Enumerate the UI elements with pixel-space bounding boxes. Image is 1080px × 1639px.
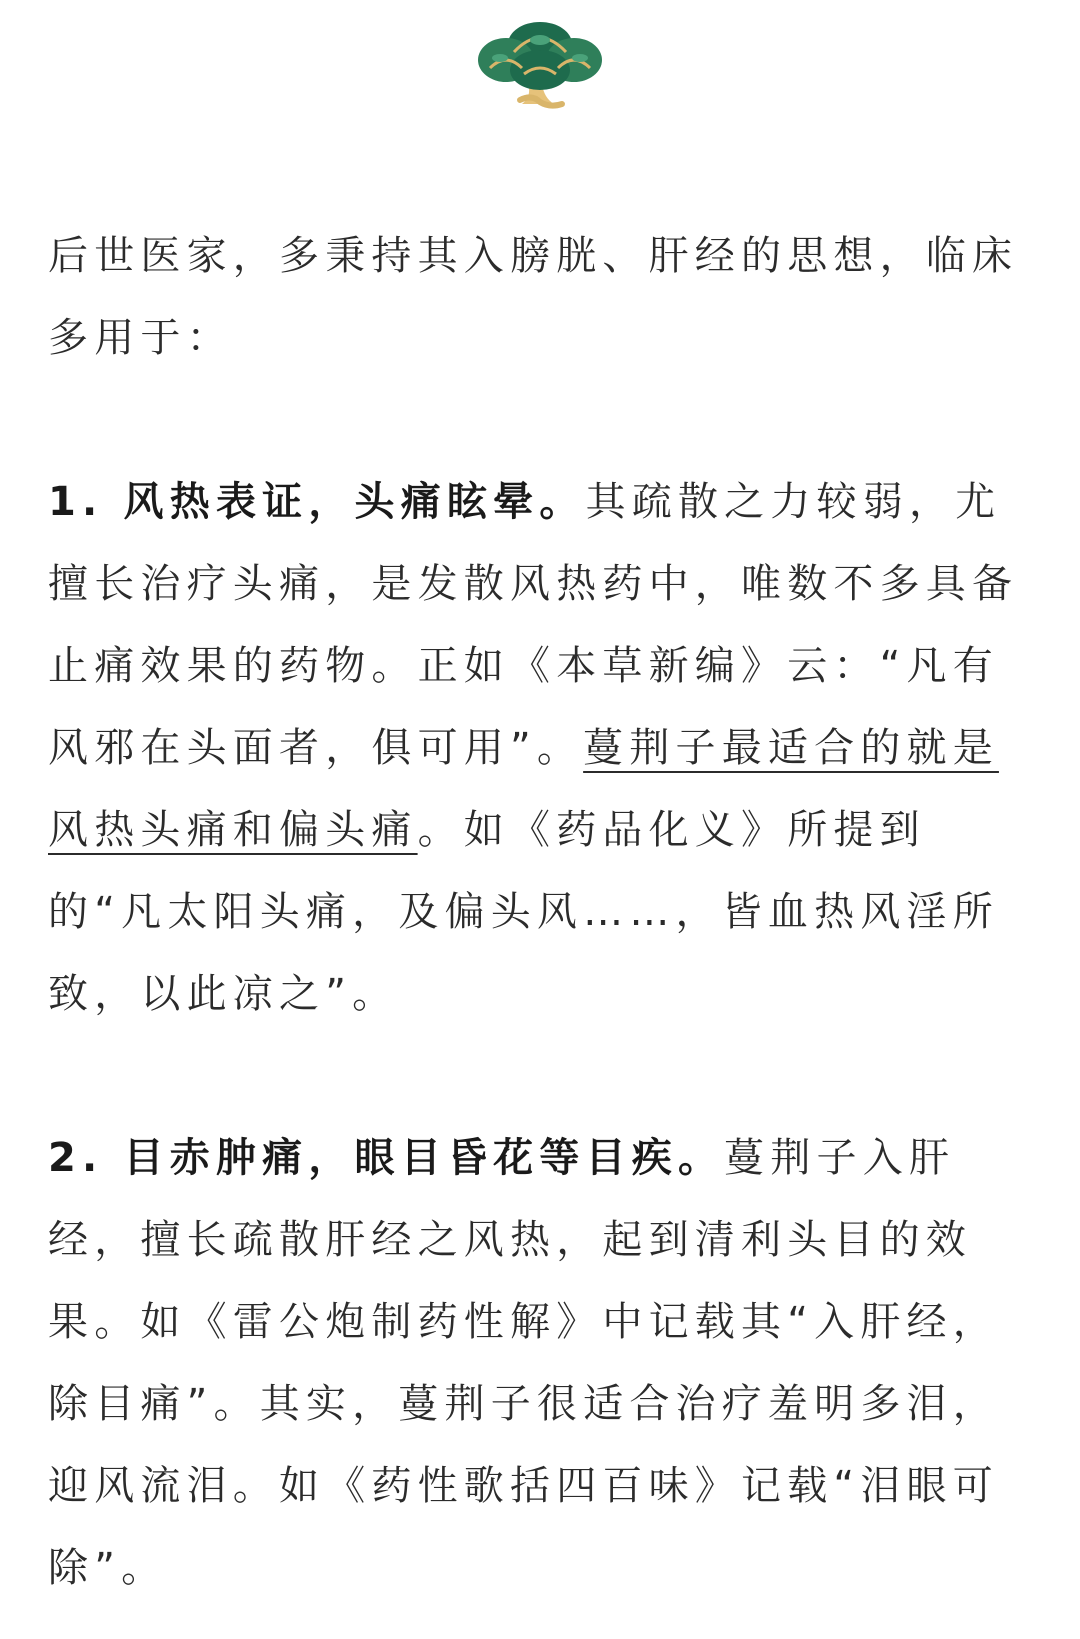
pine-tree-icon	[470, 14, 610, 114]
section-1-paragraph	[48, 461, 1038, 1035]
intro-text: 后世医家，多秉持其入膀胱、肝经的思想，临床多用于：	[48, 233, 1019, 361]
pine-tree-logo	[470, 14, 610, 114]
section-2-text: 蔓荆子入肝经，擅长疏散肝经之风热，起到清利头目的效果。如《雷公炮制药性解》中记载其“入肝经，除目痛”。其实，蔓荆子很适合治疗羞明多泪，迎风流泪。如《药性歌括四百味》记载“泪眼可除”。	[48, 1135, 999, 1591]
paragraph-spacer	[48, 379, 1038, 461]
article-body	[48, 215, 1038, 1609]
section-1-text: 其疏散之力较弱，尤擅长治疗头痛，是发散风热药中，唯数不多具备止痛效果的药物。正如《本草新编》云：“凡有风邪在头面者，俱可用”。	[48, 479, 1019, 771]
paragraph-spacer	[48, 1035, 1038, 1117]
section-1-heading: 1. 风热表证，头痛眩晕。	[48, 479, 586, 525]
intro-paragraph	[48, 215, 1038, 379]
section-1-text-end: 。如《药品化义》所提到的“凡太阳头痛，及偏头风……，皆血热风淫所致，以此凉之”。	[48, 807, 999, 1017]
section-2-heading: 2. 目赤肿痛，眼目昏花等目疾。	[48, 1135, 725, 1181]
section-1-underlined-text: 蔓荆子最适合的就是风热头痛和偏头痛	[48, 725, 999, 853]
section-2-paragraph	[48, 1117, 1038, 1609]
